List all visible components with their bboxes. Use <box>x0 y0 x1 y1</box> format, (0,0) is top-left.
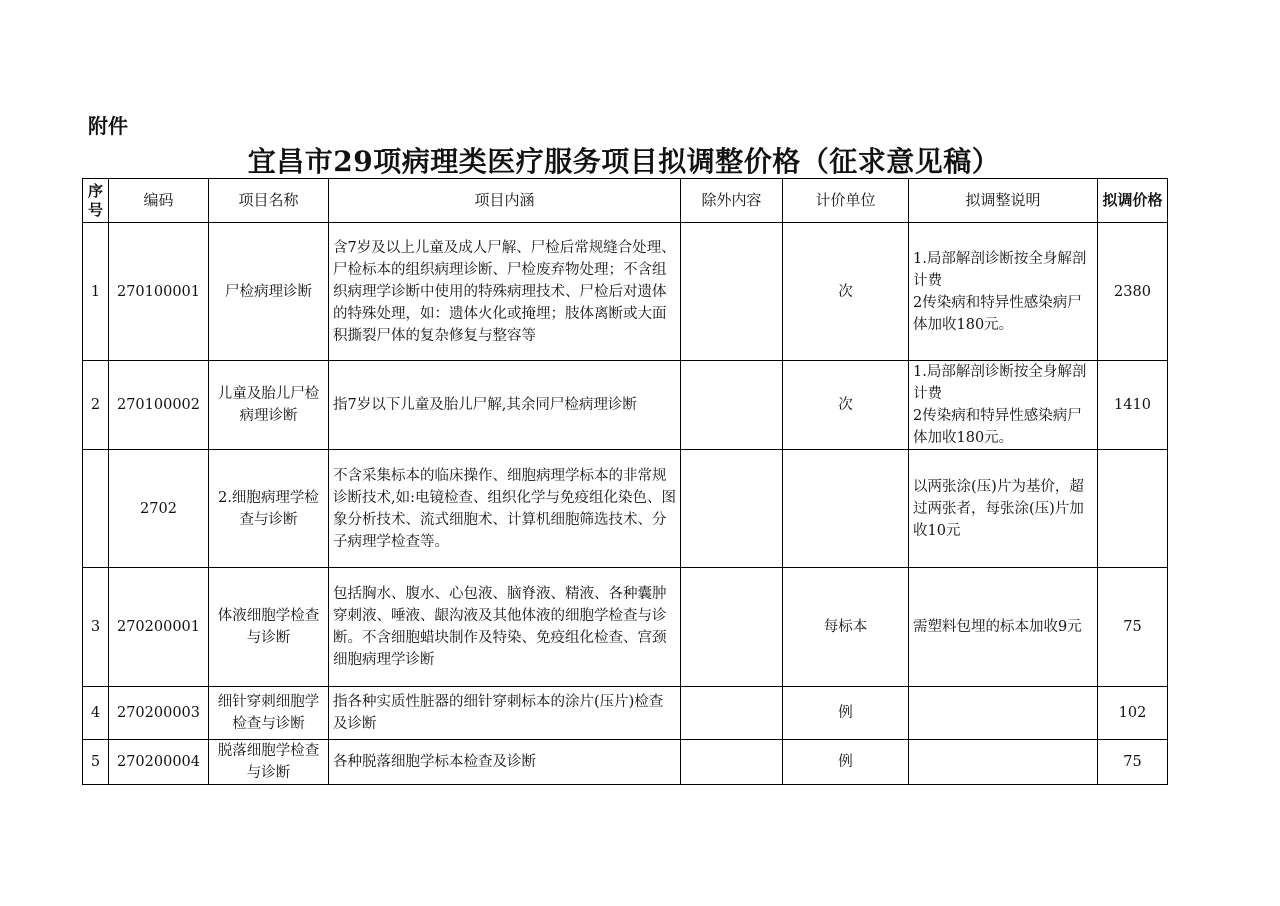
cell-name: 儿童及胎儿尸检病理诊断 <box>209 361 329 450</box>
col-header-exclusion: 除外内容 <box>681 179 783 223</box>
document-title: 宜昌市29项病理类医疗服务项目拟调整价格（征求意见稿） <box>247 145 1001 178</box>
cell-price: 75 <box>1098 568 1168 687</box>
cell-name: 脱落细胞学检查与诊断 <box>209 740 329 785</box>
cell-code: 270200003 <box>109 687 209 740</box>
cell-note <box>909 740 1098 785</box>
cell-content: 不含采集标本的临床操作、细胞病理学标本的非常规诊断技术,如:电镜检查、组织化学与免疫组化染色、图象分析技术、流式细胞术、计算机细胞筛选技术、分子病理学检查等。 <box>329 450 681 568</box>
cell-code: 270100002 <box>109 361 209 450</box>
cell-exclusion <box>681 568 783 687</box>
cell-exclusion <box>681 740 783 785</box>
table-row <box>83 740 1168 785</box>
cell-code: 2702 <box>109 450 209 568</box>
cell-price: 75 <box>1098 740 1168 785</box>
col-header-content: 项目内涵 <box>329 179 681 223</box>
cell-content: 指7岁以下儿童及胎儿尸解,其余同尸检病理诊断 <box>329 361 681 450</box>
cell-unit: 例 <box>783 687 909 740</box>
attachment-label: 附件 <box>88 114 128 138</box>
cell-name: 尸检病理诊断 <box>209 223 329 361</box>
cell-seq: 3 <box>83 568 109 687</box>
cell-price: 2380 <box>1098 223 1168 361</box>
cell-name: 细针穿刺细胞学检查与诊断 <box>209 687 329 740</box>
cell-code: 270200001 <box>109 568 209 687</box>
cell-unit: 次 <box>783 361 909 450</box>
cell-seq: 5 <box>83 740 109 785</box>
cell-unit: 每标本 <box>783 568 909 687</box>
cell-note: 1.局部解剖诊断按全身解剖计费 2传染病和特异性感染病尸体加收180元。 <box>909 223 1098 361</box>
table-row <box>83 223 1168 361</box>
cell-exclusion <box>681 361 783 450</box>
cell-seq <box>83 450 109 568</box>
cell-content: 包括胸水、腹水、心包液、脑脊液、精液、各种囊肿穿刺液、唾液、龈沟液及其他体液的细胞学检查与诊断。不含细胞蜡块制作及特染、免疫组化检查、宫颈细胞病理学诊断 <box>329 568 681 687</box>
cell-price: 1410 <box>1098 361 1168 450</box>
cell-price: 102 <box>1098 687 1168 740</box>
cell-code: 270100001 <box>109 223 209 361</box>
cell-content: 各种脱落细胞学标本检查及诊断 <box>329 740 681 785</box>
cell-note <box>909 687 1098 740</box>
cell-price <box>1098 450 1168 568</box>
cell-seq: 4 <box>83 687 109 740</box>
col-header-note: 拟调整说明 <box>909 179 1098 223</box>
cell-unit <box>783 450 909 568</box>
table-row <box>83 568 1168 687</box>
cell-seq: 1 <box>83 223 109 361</box>
col-header-price: 拟调价格 <box>1098 179 1168 223</box>
col-header-code: 编码 <box>109 179 209 223</box>
cell-code: 270200004 <box>109 740 209 785</box>
cell-seq: 2 <box>83 361 109 450</box>
cell-content: 指各种实质性脏器的细针穿刺标本的涂片(压片)检查及诊断 <box>329 687 681 740</box>
price-table <box>82 178 1168 785</box>
cell-note: 以两张涂(压)片为基价，超过两张者，每张涂(压)片加收10元 <box>909 450 1098 568</box>
col-header-unit: 计价单位 <box>783 179 909 223</box>
cell-unit: 次 <box>783 223 909 361</box>
cell-exclusion <box>681 450 783 568</box>
cell-note: 需塑料包埋的标本加收9元 <box>909 568 1098 687</box>
col-header-seq: 序号 <box>83 179 109 223</box>
table-row <box>83 450 1168 568</box>
cell-unit: 例 <box>783 740 909 785</box>
cell-exclusion <box>681 687 783 740</box>
cell-name: 2.细胞病理学检查与诊断 <box>209 450 329 568</box>
header-row <box>83 179 1168 223</box>
cell-name: 体液细胞学检查与诊断 <box>209 568 329 687</box>
col-header-name: 项目名称 <box>209 179 329 223</box>
table-row <box>83 687 1168 740</box>
cell-exclusion <box>681 223 783 361</box>
table-row <box>83 361 1168 450</box>
cell-content: 含7岁及以上儿童及成人尸解、尸检后常规缝合处理、尸检标本的组织病理诊断、尸检废弃物处理；不含组织病理学诊断中使用的特殊病理技术、尸检后对遗体的特殊处理，如：遗体火化或掩埋；肢体离断或大面积撕裂尸体的复杂修复与整容等 <box>329 223 681 361</box>
cell-note: 1.局部解剖诊断按全身解剖计费 2传染病和特异性感染病尸体加收180元。 <box>909 361 1098 450</box>
